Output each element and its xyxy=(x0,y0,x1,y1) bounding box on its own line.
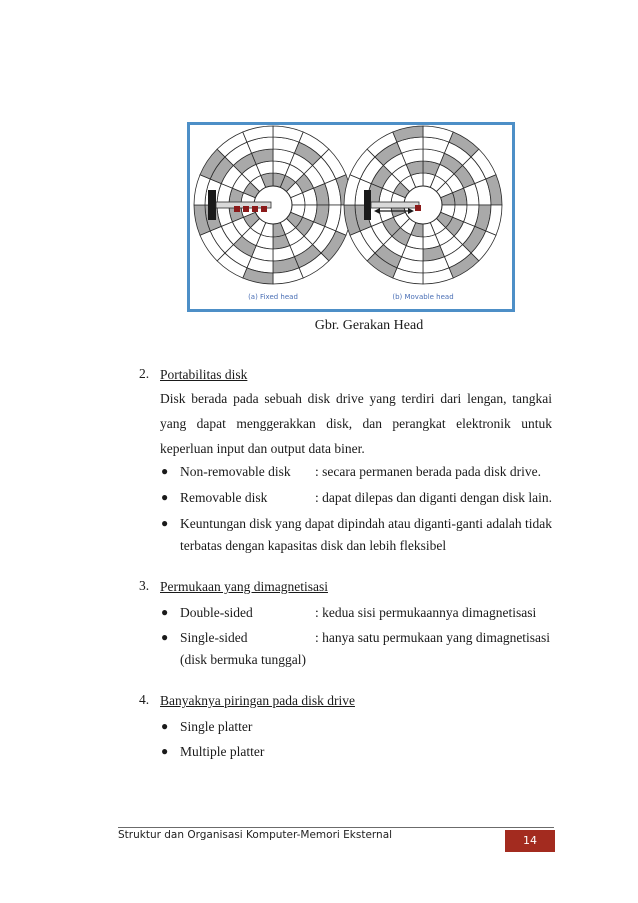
head-arm xyxy=(371,202,419,208)
label-movable-head: (b) Movable head xyxy=(392,293,454,301)
bullet-icon: ● xyxy=(161,464,169,478)
bullet-term: Single-sided xyxy=(180,630,248,645)
head-element xyxy=(252,206,258,212)
head-mount xyxy=(208,190,216,220)
bullet-term: Non-removable disk xyxy=(180,464,291,479)
footer-divider xyxy=(118,827,554,828)
section-3-title: Permukaan yang dimagnetisasi xyxy=(160,579,328,594)
bullet-desc: : kedua sisi permukaannya dimagnetisasi xyxy=(315,605,537,620)
figure-head-movement xyxy=(187,122,515,312)
bullet-term: Multiple platter xyxy=(180,744,265,759)
bullet-icon: ● xyxy=(161,490,169,504)
bullet-icon: ● xyxy=(161,516,169,530)
head-mount xyxy=(364,190,371,220)
bullet-icon: ● xyxy=(161,719,169,733)
bullet-desc: : secara permanen berada pada disk drive. xyxy=(315,464,542,479)
bullet-extra: (disk bermuka tunggal) xyxy=(180,652,306,667)
head-element xyxy=(415,205,421,211)
section-4-title: Banyaknya piringan pada disk drive xyxy=(160,693,355,708)
bullet-icon: ● xyxy=(161,744,169,758)
figure-caption xyxy=(0,318,638,334)
disk-diagram xyxy=(190,125,512,309)
caption-text: Gbr. Gerakan Head xyxy=(314,318,424,333)
head-element xyxy=(234,206,240,212)
section-2-number: 2. xyxy=(139,366,150,381)
head-element xyxy=(261,206,267,212)
bullet-icon: ● xyxy=(161,630,169,644)
bullet-term: Removable disk xyxy=(180,490,268,505)
section-2-paragraph: Disk berada pada sebuah disk drive yang terdiri dari lengan, tangkai yang dapat menggerakkan disk, dan perangkat elektronik untuk keperluan input dan output data biner. xyxy=(160,391,552,456)
bullet-desc: : dapat dilepas dan diganti dengan disk lain. xyxy=(315,490,552,505)
bullet-term: Keuntungan disk yang dapat dipindah atau diganti-ganti adalah tidak xyxy=(180,516,552,531)
label-fixed-head: (a) Fixed head xyxy=(248,293,298,301)
bullet-icon: ● xyxy=(161,605,169,619)
section-2-title: Portabilitas disk xyxy=(160,367,248,382)
bullet-term: Double-sided xyxy=(180,605,253,620)
section-3-number: 3. xyxy=(139,578,150,593)
page-number: 14 xyxy=(505,830,555,852)
section-4-number: 4. xyxy=(139,692,150,707)
bullet-desc: terbatas dengan kapasitas disk dan lebih fleksibel xyxy=(180,538,447,553)
footer-title: Struktur dan Organisasi Komputer-Memori Eksternal xyxy=(118,829,393,841)
head-element xyxy=(243,206,249,212)
bullet-desc: : hanya satu permukaan yang dimagnetisasi xyxy=(315,630,551,645)
bullet-term: Single platter xyxy=(180,719,253,734)
